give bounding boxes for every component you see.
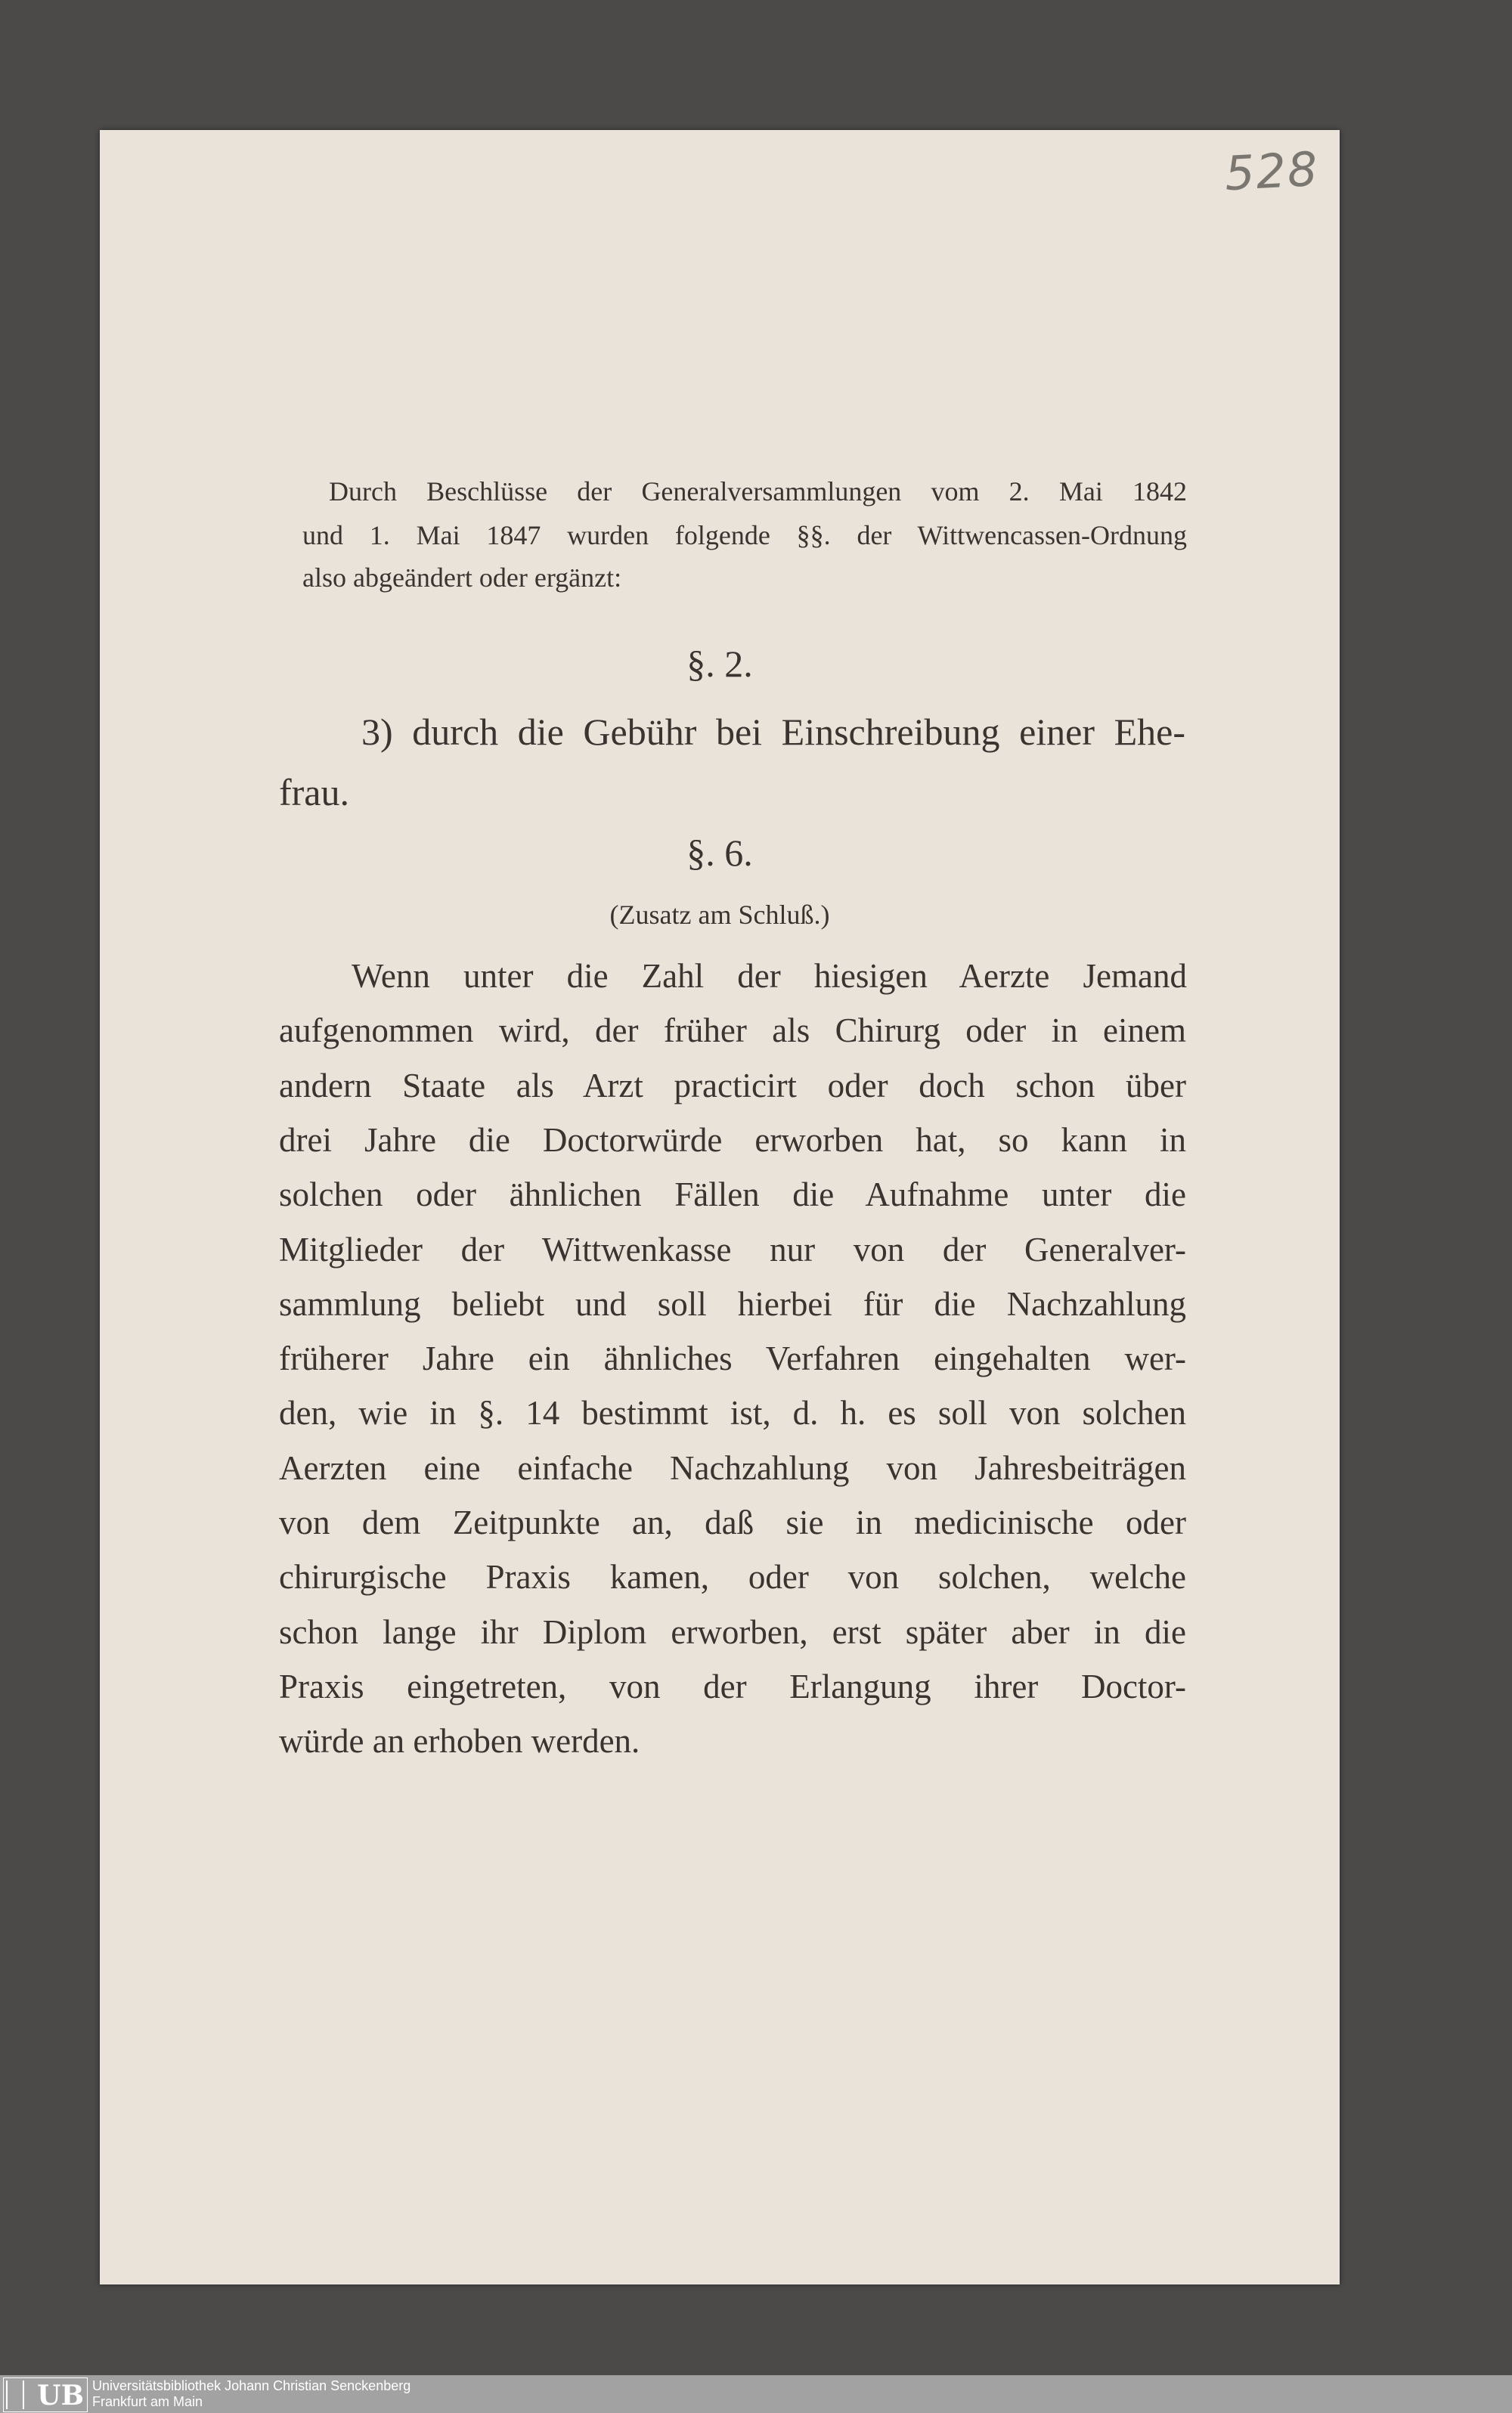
body-line: drei Jahre die Doctorwürde erworben hat, so kann in [279,1120,1186,1159]
section2-line: frau. [279,771,349,813]
library-city: Frankfurt am Main [92,2394,203,2409]
ub-logo-text: UB [37,2380,84,2411]
handwritten-page-number: 528 [1223,141,1321,202]
section-subheading: (Zusatz am Schluß.) [609,900,830,930]
section-heading-6: §. 6. [686,832,753,874]
body-line: Wenn unter die Zahl der hiesigen Aerzte Jemand [352,957,1187,995]
body-line: von dem Zeitpunkte an, daß sie in medicinische oder [279,1504,1186,1541]
intro-line: Durch Beschlüsse der Generalversammlungen vom 2. Mai 1842 [329,476,1187,506]
body-line: den, wie in §. 14 bestimmt ist, d. h. es soll von solchen [279,1394,1186,1433]
body-line: würde an erhoben werden. [279,1722,640,1761]
section2-line: 3) durch die Gebühr bei Einschreibung einer Ehe- [361,711,1185,753]
library-name: Universitätsbibliothek Johann Christian Senckenberg [92,2378,411,2393]
body-line: solchen oder ähnlichen Fällen die Aufnahme unter die [279,1176,1186,1214]
ub-logo [3,2377,88,2412]
intro-line: also abgeändert oder ergänzt: [302,562,622,593]
section-heading-2: §. 2. [686,643,753,685]
intro-line: und 1. Mai 1847 wurden folgende §§. der Wittwencassen-Ordnung [302,520,1187,550]
body-line: früherer Jahre ein ähnliches Verfahren eingehalten wer- [279,1340,1186,1378]
body-line: aufgenommen wird, der früher als Chirurg oder in einem [279,1011,1186,1050]
body-line: sammlung beliebt und soll hierbei für die Nachzahlung [279,1284,1186,1323]
body-line: Aerzten eine einfache Nachzahlung von Jahresbeiträgen [279,1448,1186,1487]
library-footer [0,2375,1512,2413]
body-line: chirurgische Praxis kamen, oder von solchen, welche [279,1558,1186,1597]
body-line: schon lange ihr Diplom erworben, erst später aber in die [279,1612,1186,1651]
body-line: Praxis eingetreten, von der Erlangung ihrer Doctor- [279,1667,1186,1705]
body-line: Mitglieder der Wittwenkasse nur von der Generalver- [279,1230,1186,1268]
body-line: andern Staate als Arzt practicirt oder doch schon über [279,1066,1186,1104]
